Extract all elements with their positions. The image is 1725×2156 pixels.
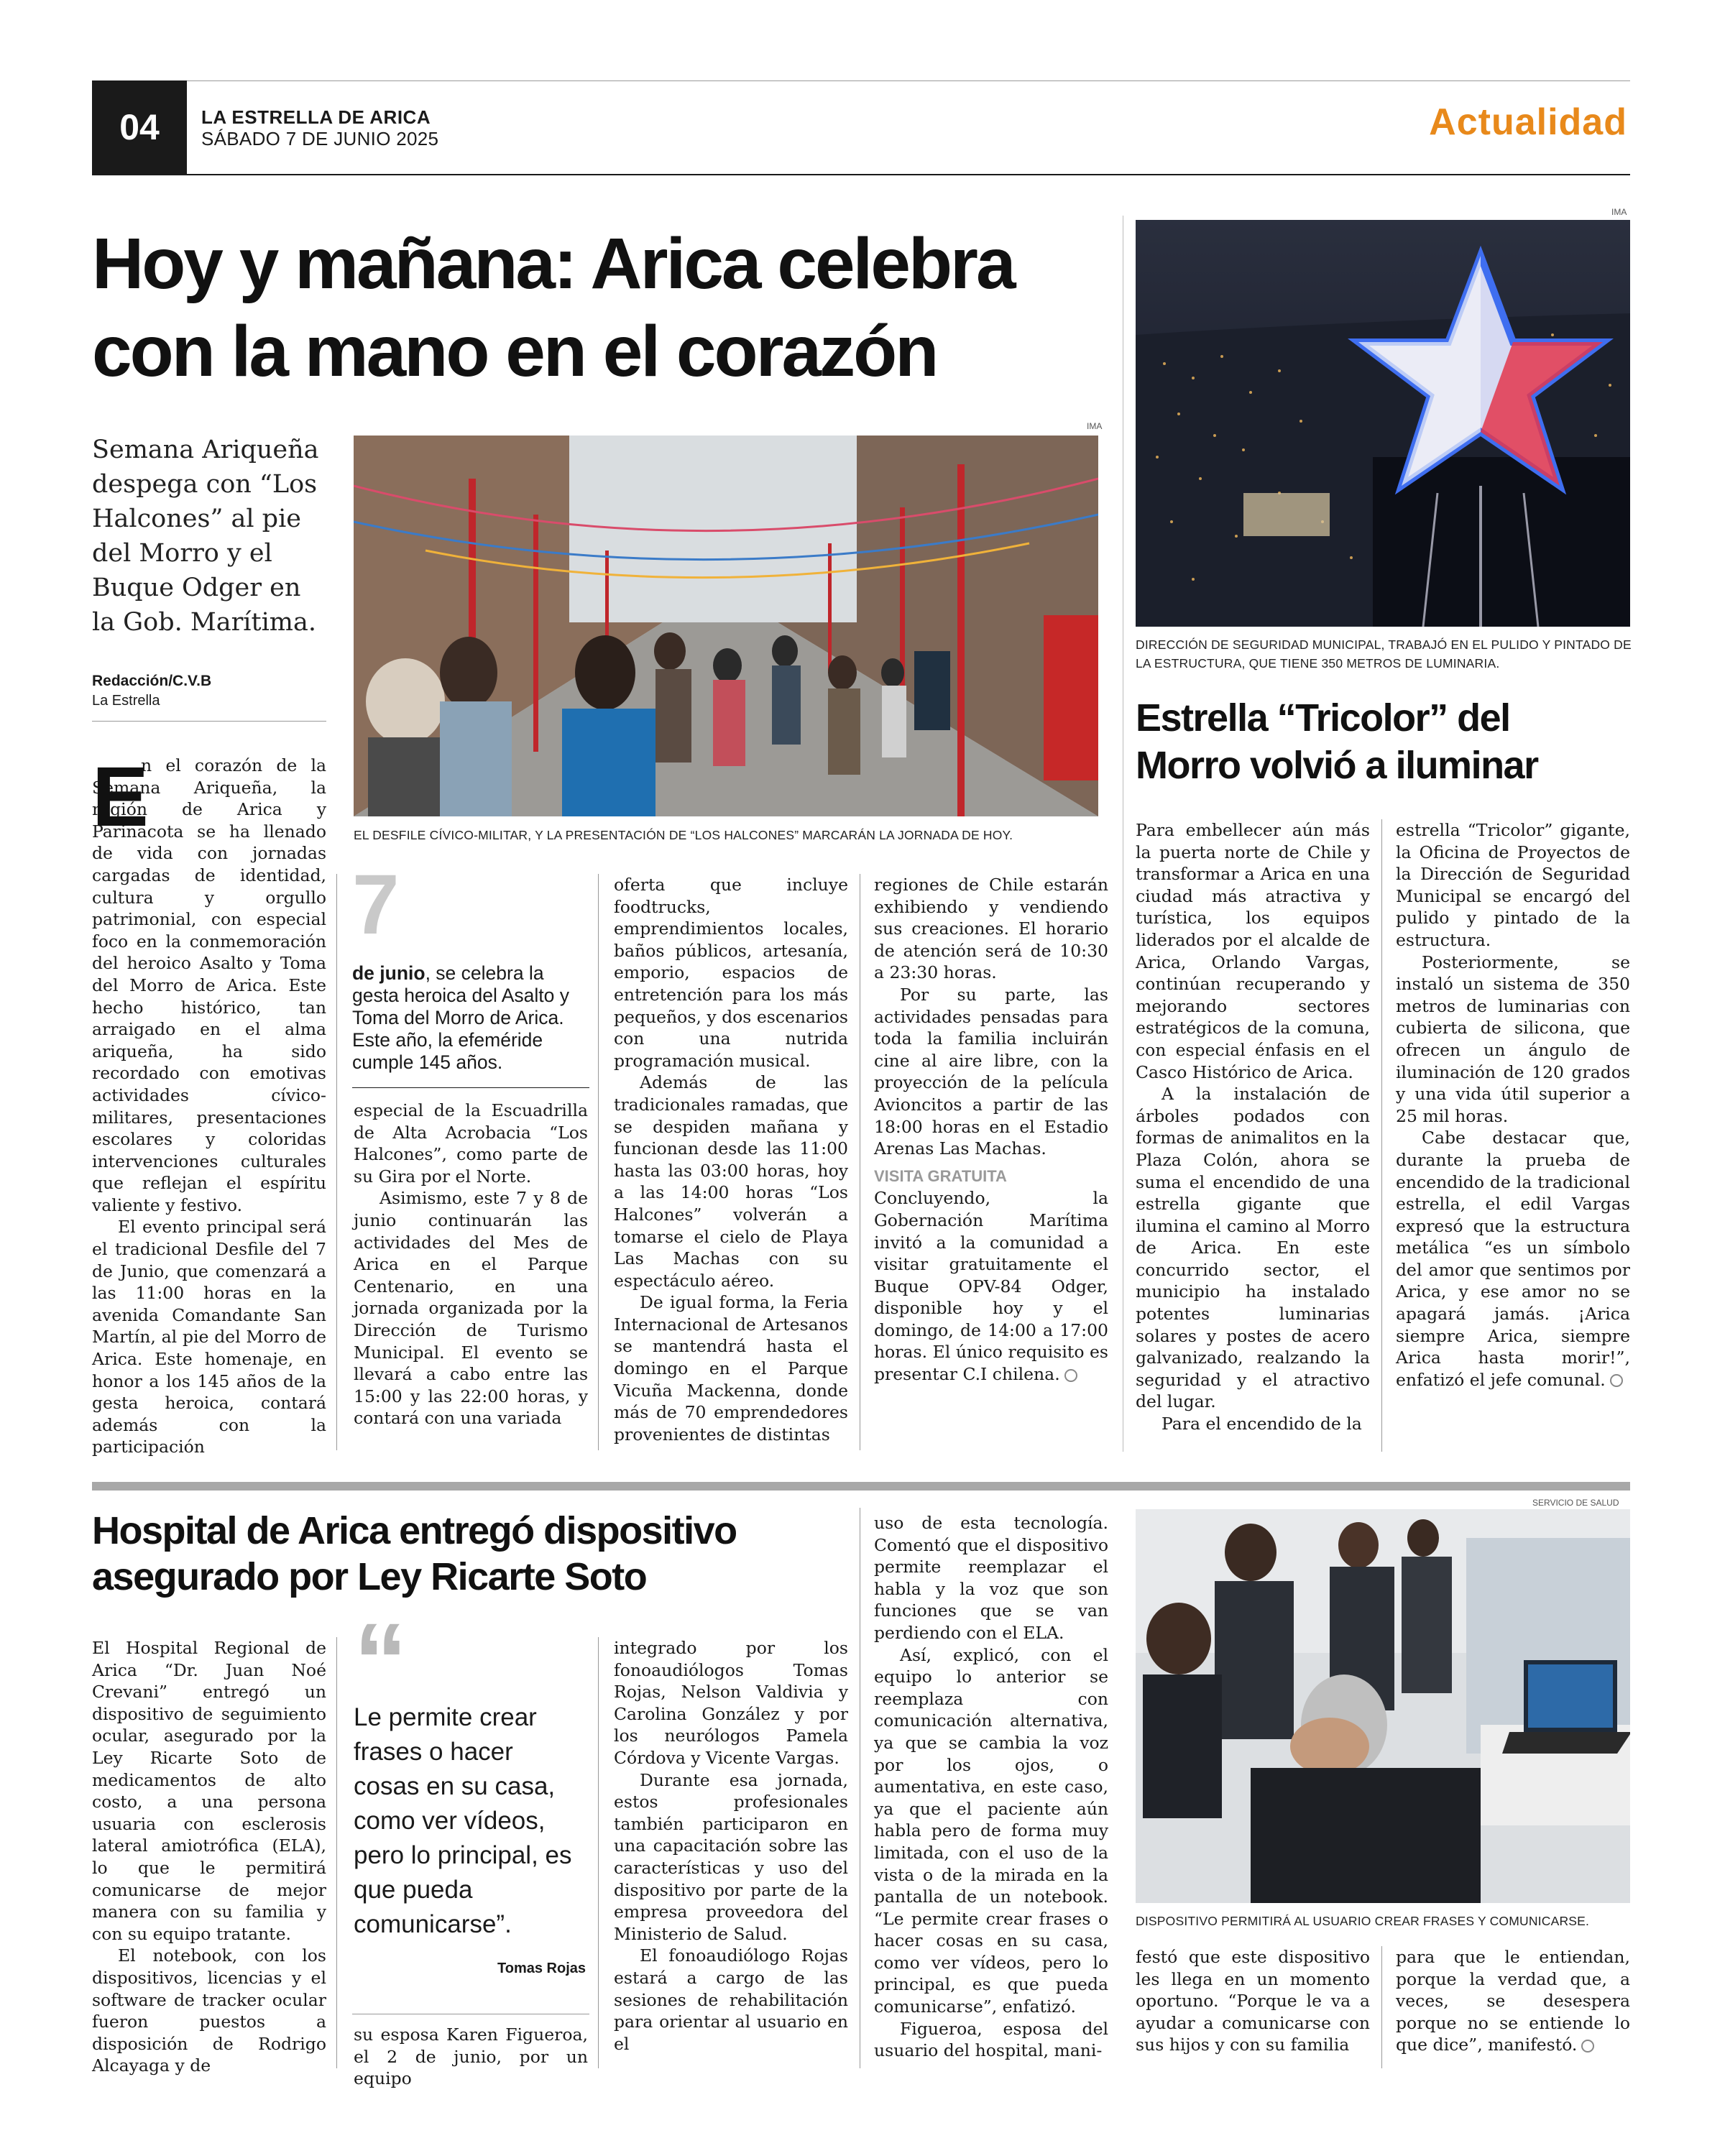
star-col1-p1: Para embellecer aún más la puerta norte de Chile y transformar a Arica en una ciudad más atractiva y turística, los equipos liderados por el alcalde de Arica, Orlando Vargas, continúan recuperando y mejorando sectores estratégicos de la comuna, con especial énfasis en el Casco Histórico de Arica. <box>1136 820 1370 1082</box>
section-separator-bar <box>92 1482 1630 1491</box>
dropcap: E <box>92 750 149 844</box>
hospital-col3-p2: Durante esa jornada, estos profesionales también participaron en una capacitación sobre las características y uso del dispositivo por parte de la empresa proveedora del Ministerio de Salud. <box>614 1769 848 1944</box>
hospital-device-photo <box>1136 1509 1630 1903</box>
byline-rule <box>92 721 326 722</box>
main-col1-p1: n el corazón de la Semana Ariqueña, la región de Arica y Parinacota se ha llenado de vida con jornadas cargadas de identidad, cultura y orgullo patrimonial, con especial foco en la conmemoración del heroico Asalto y Toma del Morro de Arica. Este hecho histórico, tan arraigado en el alma ariqueña, ha sido recordado con emotivas actividades cívico-militares, presentaciones escolares y coloridas intervenciones culturales que reflejan el espíritu valiente y festivo. <box>92 755 326 1215</box>
star-col2-p3: Cabe destacar que, durante la prueba de encendido de la tradicional estrella, el edil Vargas expresó que la estructura metálica “es un símbolo del amor que sentimos por Arica, y ese amor no se apagará jamás. ¡Arica siempre Arica, siempre Arica hasta morir!”, enfatizó el jefe comunal. <box>1396 1128 1630 1390</box>
hospital-article-col1 <box>92 1637 326 2077</box>
tricolor-star-illustration <box>1136 220 1630 627</box>
main-headline-line2: con la mano en el corazón <box>92 311 937 392</box>
parade-street-illustration <box>354 436 1098 816</box>
star-col1-p2: A la instalación de árboles podados con formas de animalitos en la Plaza Colón, ahora se suma el encendido de una estrella gigante que ilumina el camino al Morro de Arica. En este concurrido sector, el municipio ha instalado potentes luminarias solares y postes de acero galvanizado, realzando la seguridad y el atractivo del lugar. <box>1136 1084 1370 1412</box>
fact-bold: de junio <box>352 962 426 984</box>
header-rule <box>92 174 1630 175</box>
col-divider <box>1381 1946 1382 2068</box>
main-headline <box>92 220 1134 395</box>
star-col2-p2: Posteriormente, se instaló un sistema de 350 metros de luminarias con cubierta de silicona, que ofrecen un ángulo de iluminación de 120 grados y una vida útil superior a 25 mil horas. <box>1396 952 1630 1126</box>
star-article-col1 <box>1136 819 1370 1435</box>
top-rule <box>92 80 1630 81</box>
star-night-photo <box>1136 220 1630 627</box>
page-number: 04 <box>119 107 160 147</box>
col-divider <box>598 874 599 1450</box>
hospital-col4-p3: Figueroa, esposa del usuario del hospital, mani- <box>874 2018 1108 2061</box>
star-col1-p3: Para el encendido de la <box>1162 1414 1362 1434</box>
fact-rule <box>352 1087 589 1088</box>
col-divider <box>598 1637 599 2068</box>
subheading-visita: VISITA GRATUITA <box>874 1166 1007 1185</box>
hospital-article-col2 <box>354 2024 588 2090</box>
hospital-col4-p1: uso de esta tecnología. Comentó que el dispositivo permite reemplazar el habla y la voz que son funciones que se van perdiendo con el ELA. <box>874 1513 1108 1643</box>
star-headline-line2: Morro volvió a iluminar <box>1136 744 1538 787</box>
hospital-col3-p3: El fonoaudiólogo Rojas estará a cargo de las sesiones de rehabilitación para orientar al usuario en el <box>614 1945 848 2054</box>
main-col3-p2: Además de las tradicionales ramadas, que se despiden mañana y funcionan desde las 11:00 hasta las 03:00 horas, hoy a las 14:00 horas “Los Halcones” volverán a tomarse el cielo de Playa Las Machas con su espectáculo aéreo. <box>614 1072 848 1291</box>
star-photo-caption: DIRECCIÓN DE SEGURIDAD MUNICIPAL, TRABAJÓ EN EL PULIDO Y PINTADO DE LA ESTRUCTURA, QUE TIENE 350 METROS DE LUMINARIA. <box>1136 637 1632 671</box>
byline: Redacción/C.V.B <box>92 673 212 689</box>
parade-street-photo <box>354 436 1098 816</box>
hospital-photo-credit: SERVICIO DE SALUD <box>1532 1498 1619 1508</box>
newspaper-name: LA ESTRELLA DE ARICA <box>201 106 431 128</box>
col-divider <box>1381 819 1382 1452</box>
star-article-col2 <box>1396 819 1630 1391</box>
hospital-article-col3 <box>614 1637 848 2055</box>
hospital-col2-p1: su esposa Karen Figueroa, el 2 de junio, por un equipo <box>354 2024 588 2089</box>
col-divider <box>336 874 337 1450</box>
main-photo-credit: IMA <box>1087 421 1103 431</box>
hospital-headline-line2: asegurado por Ley Ricarte Soto <box>92 1555 647 1598</box>
fact-number: 7 <box>352 857 400 952</box>
main-col4-p3: Concluyendo, la Gobernación Marítima invitó a la comunidad a visitar gratuitamente el Buque OPV-84 Odger, disponible hoy y el domingo, de 14:00 a 17:00 horas. El único requisito es presentar C.I chilena. <box>874 1188 1108 1385</box>
main-col1-p2: El evento principal será el tradicional Desfile del 7 de Junio, que comenzará a las 11:00 horas en la avenida Comandante San Martín, al pie del Morro de Arica. Este homenaje, en honor a los 145 años de la gesta heroica, contará además con la participación <box>92 1217 326 1457</box>
main-article-col2 <box>354 1100 588 1429</box>
pull-quote: Le permite crear frases o hacer cosas en su casa, como ver vídeos, pero lo principal, es que pueda comunicarse”. <box>354 1703 572 1938</box>
main-article-col4 <box>874 874 1108 1386</box>
hospital-article-col4 <box>874 1512 1108 2062</box>
col-divider <box>336 1637 337 2068</box>
fact-box <box>352 962 589 1074</box>
star-headline <box>1136 694 1639 789</box>
hospital-col6-p1: para que le entiendan, porque la verdad que, a veces, se desespera porque no se entiende lo que dice”, manifestó. <box>1396 1947 1630 2055</box>
main-lead: Semana Ariqueña despega con “Los Halcones” al pie del Morro y el Buque Odger en la Gob. Marítima. <box>92 436 319 637</box>
eye-tracker-illustration <box>1136 1509 1630 1903</box>
hospital-article-col5 <box>1136 1946 1370 2056</box>
main-headline-line1: Hoy y mañana: Arica celebra <box>92 224 1014 304</box>
main-article-col3 <box>614 874 848 1445</box>
hospital-col3-p1: integrado por los fonoaudiólogos Tomas Rojas, Nelson Valdivia y Carolina González y por los neurólogos Pamela Córdova y Vicente Vargas. <box>614 1638 848 1768</box>
star-photo-credit: IMA <box>1611 207 1627 217</box>
end-of-article-icon <box>1610 1374 1623 1387</box>
hospital-col4-p2: Así, explicó, con el equipo lo anterior se reemplaza con comunicación alternativa, ya que se cambia la voz por los ojos, o aumentativa, en este caso, ya que el paciente aún habla pero de forma muy limitada, con el uso de la vista o de la mirada en la pantalla de un notebook. “Le permite crear frases o hacer cosas en su casa, como ver vídeos, pero lo principal, es que pueda comunicarse”, enfatizó. <box>874 1644 1108 2017</box>
main-col3-p1: oferta que incluye foodtrucks, emprendimientos locales, baños públicos, artesanía, emporio, espacios de entretención para los más pequeños, y dos escenarios con una nutrida programación musical. <box>614 875 848 1071</box>
end-of-article-icon <box>1064 1369 1077 1382</box>
hospital-photo-caption: DISPOSITIVO PERMITIRÁ AL USUARIO CREAR FRASES Y COMUNICARSE. <box>1136 1914 1590 1928</box>
fact-text: , se celebra la gesta heroica del Asalto y Toma del Morro de Arica. Este año, la efeméride cumple 145 años. <box>352 962 569 1073</box>
quote-mark-icon: “ <box>354 1600 408 1721</box>
main-photo-caption: EL DESFILE CÍVICO-MILITAR, Y LA PRESENTACIÓN DE “LOS HALCONES” MARCARÁN LA JORNADA DE HOY. <box>354 828 1013 842</box>
main-col2-p1: especial de la Escuadrilla de Alta Acrobacia “Los Halcones”, como parte de su Gira por el Norte. <box>354 1100 588 1187</box>
main-col4-p2: Por su parte, las actividades pensadas para toda la familia incluirán cine al aire libre, con la proyección de la película Avioncitos a partir de las 18:00 horas en el Estadio Arenas Las Machas. <box>874 984 1108 1159</box>
hospital-col5-p1: festó que este dispositivo les llega en un momento oportuno. “Porque le va a ayudar a comunicarse con sus hijos y con su familia <box>1136 1947 1370 2055</box>
star-col2-p1: estrella “Tricolor” gigante, la Oficina de Proyectos de la Dirección de Seguridad Municipal se encargó del pulido y pintado de la estructura. <box>1396 820 1630 950</box>
main-col4-p1: regiones de Chile estarán exhibiendo y vendiendo sus creaciones. El horario de atención será de 10:30 a 23:30 horas. <box>874 875 1108 983</box>
quote-author: Tomas Rojas <box>497 1961 586 1976</box>
star-headline-line1: Estrella “Tricolor” del <box>1136 696 1510 740</box>
page-number-box <box>92 80 187 174</box>
hospital-col1-p2: El notebook, con los dispositivos, licencias y el software de tracker ocular fueron puestos a disposición de Rodrigo Alcayaga y de <box>92 1945 326 2076</box>
main-article-col1 <box>92 750 326 1458</box>
section-label: Actualidad <box>1429 101 1627 143</box>
main-col2-p2: Asimismo, este 7 y 8 de junio continuarán las actividades del Mes de Arica en el Parque Centenario, en una jornada organizada por la Dirección de Turismo Municipal. El evento se llevará a cabo entre las 15:00 y las 22:00 horas, y contará con una variada <box>354 1188 588 1429</box>
hospital-article-col6 <box>1396 1946 1630 2056</box>
hospital-col1-p1: El Hospital Regional de Arica “Dr. Juan Noé Crevani” entregó un dispositivo de seguimiento ocular, asegurado por la Ley Ricarte Soto de medicamentos de alto costo, a una persona usuaria con esclerosis lateral amiotrófica (ELA), lo que le permitirá comunicarse de mejor manera con su familia y con su equipo tratante. <box>92 1638 326 1944</box>
end-of-article-icon <box>1581 2040 1594 2053</box>
main-col3-p3: De igual forma, la Feria Internacional de Artesanos se mantendrá hasta el domingo en el Parque Vicuña Mackenna, donde más de 70 emprendedores provenientes de distintas <box>614 1292 848 1445</box>
byline-org: La Estrella <box>92 693 160 709</box>
hospital-headline <box>92 1508 883 1600</box>
issue-date: SÁBADO 7 DE JUNIO 2025 <box>201 128 439 149</box>
hospital-headline-line1: Hospital de Arica entregó dispositivo <box>92 1509 737 1552</box>
